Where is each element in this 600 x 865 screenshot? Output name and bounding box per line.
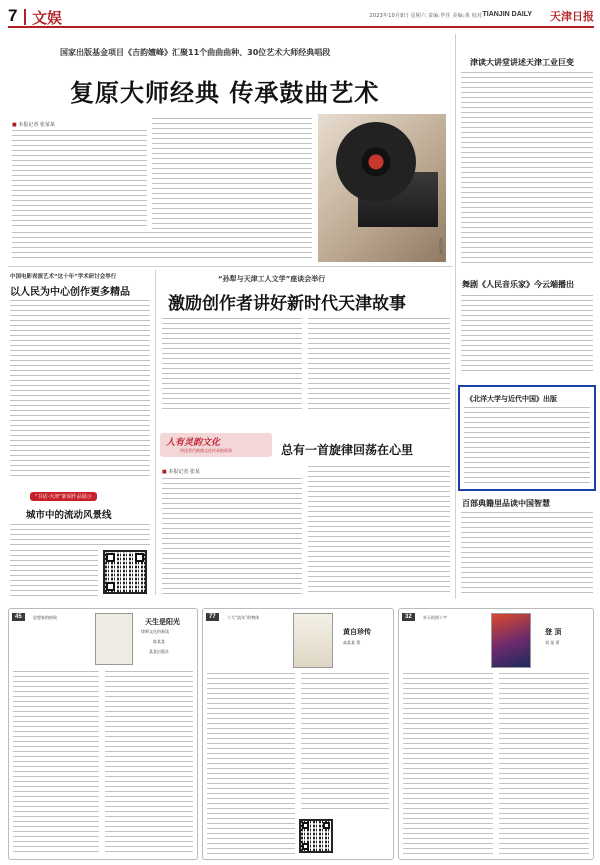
qr-corner (106, 582, 115, 591)
second-kicker: “孙犁与天津工人文学”座谈会举行 (218, 275, 326, 283)
qr-code[interactable] (299, 819, 333, 853)
city-body-top (10, 524, 150, 546)
masthead (8, 6, 594, 28)
divider (8, 266, 453, 267)
right-item2-body (461, 295, 593, 375)
book-title: 天生是阳光 (145, 618, 180, 626)
city-tag: “书话·天津”新闻作品展示 (30, 492, 97, 501)
book-panel-1 (8, 608, 198, 860)
page-number: 7 (8, 6, 18, 25)
book-title: 黄自珍传 (343, 628, 371, 636)
feature-body-col2 (308, 466, 450, 596)
book-subtitle: 刘 某 著 (545, 640, 560, 645)
feature-banner-title: 人有灵韵文化 (166, 438, 221, 448)
book-cover (293, 613, 333, 668)
qr-corner (135, 553, 144, 562)
record-photo (318, 114, 446, 262)
lead-body-col2 (152, 118, 312, 230)
book-cover (95, 613, 133, 665)
lead-headline: 复原大师经典 传承鼓曲艺术 (70, 79, 380, 107)
book-subtitle: 律师文化的新读 (141, 629, 169, 634)
book-body-col1 (13, 671, 99, 856)
feature-banner-subtitle: 讲述晋代鼓曲文化传承的故事 (180, 448, 232, 453)
book-body-col2 (105, 671, 193, 856)
lead-body-bottom (12, 232, 312, 262)
book-publisher: 某某出版社 (149, 649, 169, 654)
feature-body-col1 (162, 478, 302, 596)
qr-corner (106, 553, 115, 562)
book-body-col2 (499, 673, 589, 856)
feature-byline: ■ 本报记者 张某 (162, 468, 200, 475)
city-body (10, 550, 98, 596)
feature-banner (160, 433, 272, 457)
book-label: 补天机图十字 (423, 615, 447, 620)
book-number: 32 (402, 613, 415, 621)
book-number: 45 (12, 613, 25, 621)
highlight-headline: 《北洋大学与近代中国》出版 (466, 395, 557, 403)
book-cover (491, 613, 531, 668)
lead-byline: ■ 本报记者 张某某 (12, 121, 55, 128)
photo-credit: 本报记者 (439, 238, 444, 254)
left-body (10, 300, 150, 480)
book-panel-2 (202, 608, 394, 860)
left-headline: 以人民为中心创作更多精品 (10, 287, 130, 298)
left-kicker: 中国电影表演艺术“这十年”学术研讨会举行 (10, 274, 117, 280)
qr-corner (323, 822, 330, 829)
masthead-logo: TIANJIN DAILY (482, 11, 532, 18)
book-panel-3 (398, 608, 594, 860)
dateline: 2023年10月8日 星期六 责编:毕佳 美编:黄 校对: (369, 13, 484, 19)
qr-corner (302, 843, 309, 850)
page-separator (24, 9, 26, 25)
book-body-col1 (403, 673, 493, 856)
feature-headline: 总有一首旋律回荡在心里 (281, 443, 414, 457)
book-body-col2 (301, 673, 389, 813)
second-body-col2 (308, 318, 450, 413)
vinyl-record (336, 122, 416, 202)
right-item2-headline: 舞剧《人民音乐家》今云端播出 (462, 280, 574, 289)
book-author: 陈某某 (153, 639, 165, 644)
city-headline: 城市中的流动风景线 (26, 510, 112, 521)
column-rule (155, 270, 156, 595)
lead-body-col1 (12, 130, 147, 230)
book-body-col1 (207, 673, 295, 856)
second-headline: 激励创作者讲好新时代天津故事 (168, 294, 406, 314)
book-label: 思想家的格致 (33, 615, 57, 620)
book-title: 登 顶 (545, 628, 562, 636)
book-subtitle: 高某某 著 (343, 640, 361, 645)
qr-code[interactable] (103, 550, 147, 594)
right-item4-headline: 百部典籍里品读中国智慧 (462, 499, 550, 508)
newspaper-brand: 天津日报 (550, 10, 594, 23)
highlight-body (464, 407, 590, 487)
right-item1-body (461, 72, 593, 267)
book-label: 十大“流年”的物体 (227, 615, 260, 620)
right-item4-body (461, 512, 593, 596)
right-column-rule (455, 34, 456, 599)
highlight-box (458, 385, 596, 491)
book-number: 77 (206, 613, 219, 621)
qr-corner (302, 822, 309, 829)
second-body-col1 (162, 318, 302, 413)
right-item1-headline: 津读大讲堂讲述天津工业巨变 (470, 58, 574, 67)
lead-kicker: 国家出版基金项目《吉韵嬗峰》汇聚11个曲曲曲种、30位艺术大师经典唱段 (60, 48, 331, 57)
section-title: 文娱 (32, 9, 63, 27)
